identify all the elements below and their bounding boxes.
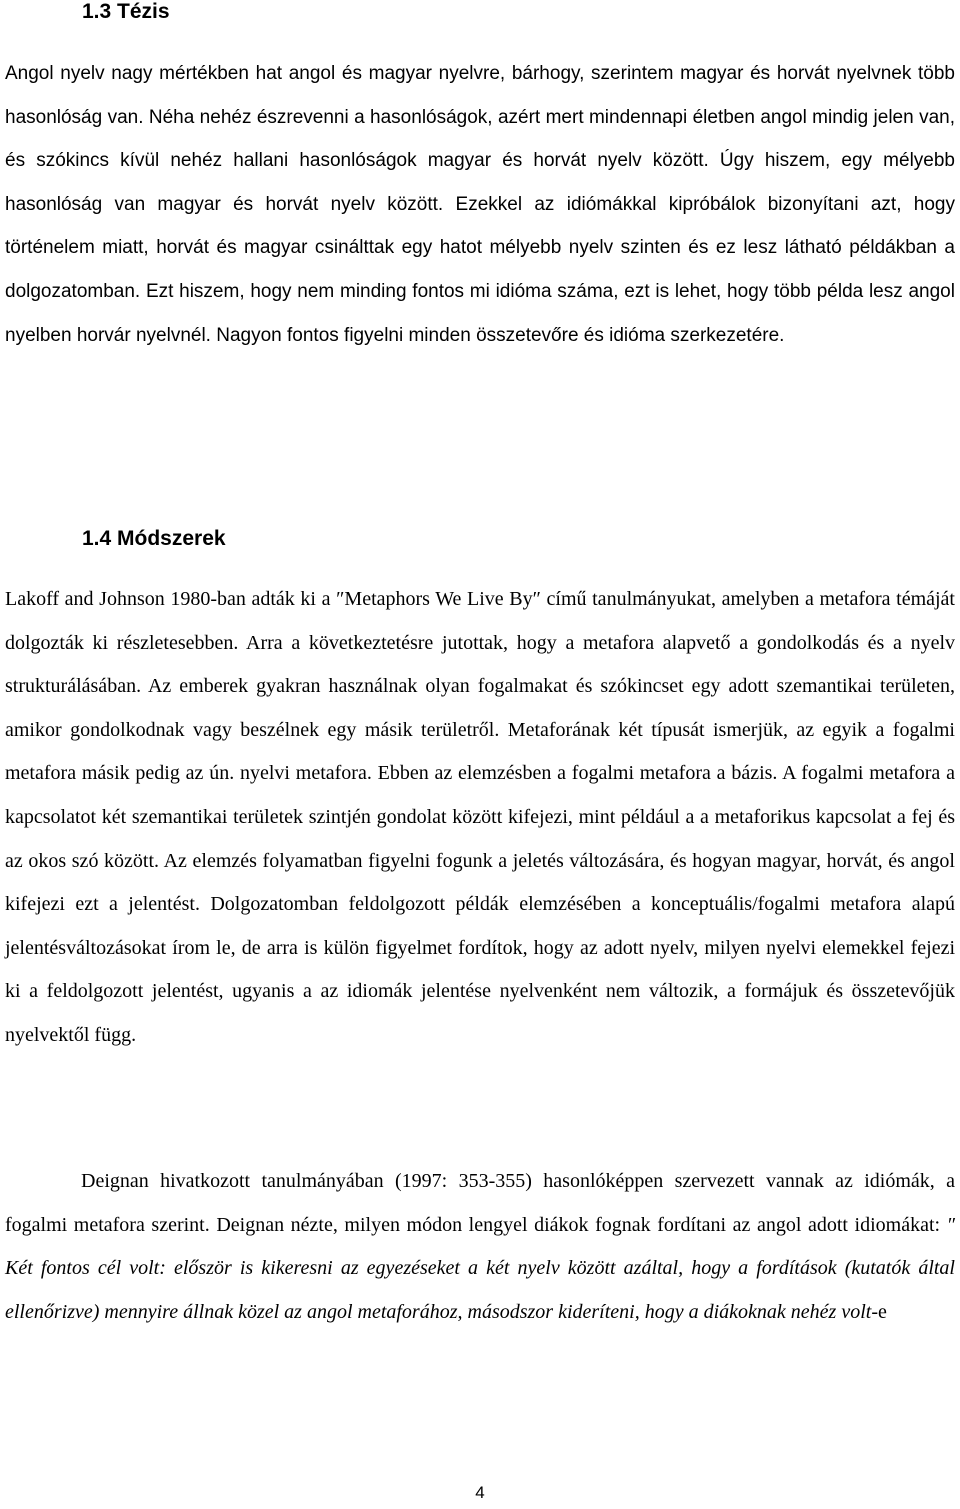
modszerek-sentence: Dolgozatomban feldolgozott példák elemzésében a konceptuális/fogalmi metafora alapú jelentésváltozásokat írom le, de arra is külön figyelmet fordítok, hogy az adott nyelv, milyen nyelvi elemekkel fejezi ki a feldolgozott jelentést, ugyanis a az idiomák jelentése nyelvenként nem változik, a formájuk és összetevőjük nyelvektől függ. (5, 893, 956, 1046)
tezis-sentence: Úgy hiszem, egy mélyebb hasonlóság van magyar és horvát nyelv között. (5, 150, 955, 215)
tezis-sentence: Néha nehéz észrevenni a hasonlóságok, azért mert mindennapi életben angol mindig jelen van, és szókincs kívül nehéz hallani hasonlóságok magyar és horvát nyelv között. (5, 106, 955, 172)
modszerek-sentence: Arra a következtetésre jutottak, hogy a metafora alapvető a gondolkodás és a nyelv strukturálásában. (5, 631, 956, 698)
tezis-sentence: Ezt hiszem, hogy nem minding fontos mi idióma száma, ezt is lehet, hogy több példa lesz angol nyelben horvár nyelvnél. (5, 280, 955, 346)
modszerek-sentence: Az emberek gyakran használnak olyan fogalmakat és szókincset egy adott szemantikai területen, amikor gondolkodnak vagy beszélnek egy másik területről. (5, 675, 955, 741)
modszerek-sentence: Az elemzés folyamatban figyelni fogunk a jeletés változására, és hogyan magyar, horvát, és angol kifejezi ezt a jelentést. (5, 849, 955, 916)
page-number: 4 (475, 1483, 485, 1502)
modszerek-paragraph-2 (5, 1160, 955, 1334)
tezis-sentence: Nagyon fontos figyelni minden összetevőre és idióma szerkezetére. (216, 324, 785, 346)
modszerek-sentence: Metaforának két típusát ismerjük, az egyik a fogalmi metafora másik pedig az ún. nyelvi metafora. (5, 718, 955, 785)
modszerek-paragraph-1 (5, 578, 955, 1058)
section-heading-tezis: 1.3 Tézis (82, 0, 170, 23)
modszerek-sentence: Deignan hivatkozott tanulmányában (1997: 353-355) hasonlóképpen szervezett vannak az idiómák, a fogalmi metafora szerint. (5, 1170, 955, 1236)
tezis-paragraph (5, 52, 955, 357)
italic-quote: ″ Két fontos cél volt: először is kikeresni az egyezéseket a két nyelv között azáltal, hogy a fordítások (kutatók által ellenőrizve) mennyire állnak közel az angol metaforához, másodszor kideríteni, hogy a diákoknak nehéz volt (5, 1213, 955, 1323)
tezis-sentence: Angol nyelv nagy mértékben hat angol és magyar nyelvre, bárhogy, szerintem magyar és horvát nyelvnek több hasonlóság van. (5, 63, 955, 128)
modszerek-sentence: Deignan nézte, milyen módon lengyel diákok fognak fordítani az angol adott idiomákat: (216, 1213, 947, 1236)
tezis-sentence: Ezekkel az idiómákkal kipróbálok bizonyítani azt, hogy történelem miatt, horvát és magyar csinálttak egy hatot mélyebb nyelv szinten és ez lesz látható példákban a dolgozatomban. (5, 193, 955, 302)
modszerek-sentence: A fogalmi metafora a kapcsolatot két szemantikai területek szintjén gondolat között kifejezi, mint például a a metaforikus kapcsolat a fej és az okos szó között. (5, 762, 955, 872)
section-heading-modszerek: 1.4 Módszerek (82, 527, 226, 550)
quote-trailing: -e (871, 1300, 887, 1323)
modszerek-sentence: Ebben az elemzésben a fogalmi metafora a bázis. (377, 762, 783, 785)
modszerek-sentence: Lakoff and Johnson 1980-ban adták ki a ″Metaphors We Live By″ című tanulmányukat, amelyben a metafora témáját dolgozták ki részletesebben. (5, 588, 955, 654)
